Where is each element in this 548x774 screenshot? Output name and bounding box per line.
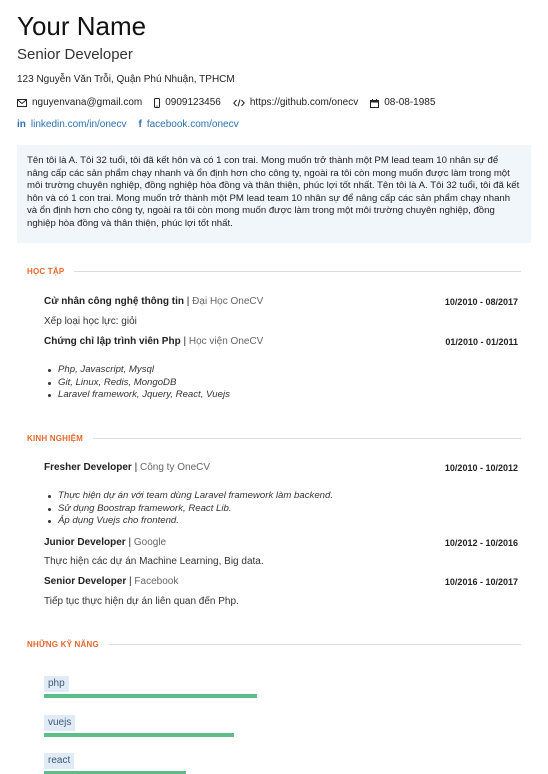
envelope-icon bbox=[17, 99, 27, 107]
skill-name: react bbox=[44, 753, 74, 769]
phone-contact[interactable] bbox=[154, 96, 221, 110]
linkedin-icon: in bbox=[17, 119, 26, 130]
item-description: Tiếp tục thực hiện dự án liên quan đến Php. bbox=[44, 596, 239, 607]
skill-name: vuejs bbox=[44, 715, 75, 731]
item-date: 10/2010 - 10/2012 bbox=[444, 463, 518, 473]
candidate-address: 123 Nguyễn Văn Trỗi, Quận Phú Nhuận, TPHCM bbox=[17, 74, 235, 85]
education-item: Cử nhân công nghệ thông tin | Đại Học OneCV 10/2010 - 08/2017 bbox=[44, 296, 518, 307]
facebook-icon: f bbox=[138, 119, 142, 130]
experience-item: Fresher Developer | Công ty OneCV 10/2010 - 10/2012 bbox=[44, 462, 518, 473]
candidate-role: Senior Developer bbox=[17, 46, 133, 63]
section-title: KINH NGHIỆM bbox=[27, 434, 83, 443]
section-title: NHỮNG KỸ NĂNG bbox=[27, 640, 99, 649]
github-contact[interactable] bbox=[233, 96, 358, 110]
social-links bbox=[17, 118, 537, 132]
linkedin-link[interactable] bbox=[17, 118, 127, 132]
skill-name: php bbox=[44, 676, 69, 692]
item-date: 10/2016 - 10/2017 bbox=[444, 577, 518, 587]
item-date: 10/2012 - 10/2016 bbox=[444, 538, 518, 548]
bullet-item: Php, Javascript, Mysql bbox=[58, 364, 230, 377]
item-bullets bbox=[58, 490, 333, 528]
section-divider bbox=[109, 644, 521, 645]
item-title: Fresher Developer bbox=[44, 462, 132, 473]
summary-text: Tên tôi là A. Tôi 32 tuổi, tôi đã kết hôn và có 1 con trai. Mong muốn trở thành một PM lead team 10 nhân sự để nâng cấp các sản phẩm chạy nhanh và ổn định hơn cho công ty, ngoài ra tôi còn mong muốn được làm trong một môi trường chuyên nghiệp, đồng nghiệp hòa đồng và thân thiện, phúc lợi tốt nhất. Tên tôi là A. Tôi 32 tuổi, tôi đã kết hôn và có 1 con trai. Mong muốn trở thành một PM lead team 10 nhân sự để nâng cấp các sản phẩm chạy nhanh và ổn định hơn cho công ty, ngoài ra tôi còn mong muốn được làm trong một môi trường chuyên nghiệp, đồng nghiệp hòa đồng và thân thiện, phúc lợi tốt nhất. bbox=[27, 155, 520, 229]
calendar-icon bbox=[370, 99, 379, 108]
skills-section-header bbox=[27, 640, 521, 649]
summary-box bbox=[17, 145, 531, 243]
bullet-item: Áp dụng Vuejs cho frontend. bbox=[58, 515, 333, 528]
email-contact[interactable] bbox=[17, 96, 142, 110]
item-description: Thực hiện các dự án Machine Learning, Big data. bbox=[44, 556, 264, 567]
item-title: Cử nhân công nghệ thông tin bbox=[44, 296, 184, 307]
item-org: Facebook bbox=[134, 576, 179, 587]
item-org: Google bbox=[133, 537, 167, 548]
item-date: 01/2010 - 01/2011 bbox=[445, 337, 518, 347]
item-date: 10/2010 - 08/2017 bbox=[444, 297, 518, 307]
section-divider bbox=[74, 271, 521, 272]
linkedin-text: linkedin.com/in/onecv bbox=[30, 119, 127, 130]
education-section-header bbox=[27, 267, 521, 276]
item-org: Học viện OneCV bbox=[188, 336, 264, 347]
facebook-link[interactable] bbox=[139, 118, 239, 132]
experience-item: Senior Developer | Facebook 10/2016 - 10/2017 bbox=[44, 576, 518, 587]
skill-level-bar bbox=[44, 733, 234, 737]
item-org: Đại Học OneCV bbox=[192, 296, 264, 307]
section-title: HỌC TẬP bbox=[27, 267, 65, 276]
education-item: Chứng chỉ lập trình viên Php | Học viện OneCV 01/2010 - 01/2011 bbox=[44, 336, 518, 347]
dob-contact bbox=[370, 96, 435, 110]
skill-level-bar bbox=[44, 694, 257, 698]
bullet-item: Thực hiện dự án với team dùng Laravel framework làm backend. bbox=[58, 490, 333, 501]
phone-text: 0909123456 bbox=[165, 97, 221, 108]
dob-text: 08-08-1985 bbox=[384, 97, 436, 108]
cv-header bbox=[17, 10, 537, 132]
facebook-text: facebook.com/onecv bbox=[146, 119, 239, 130]
item-bullets bbox=[58, 364, 230, 402]
mobile-phone-icon bbox=[154, 98, 160, 108]
skill-item bbox=[44, 673, 257, 698]
item-title: Junior Developer bbox=[44, 537, 126, 548]
item-title: Chứng chỉ lập trình viên Php bbox=[44, 336, 181, 347]
email-text: nguyenvana@gmail.com bbox=[32, 97, 143, 108]
item-org: Công ty OneCV bbox=[139, 462, 211, 473]
bullet-item: Git, Linux, Redis, MongoDB bbox=[58, 377, 230, 390]
item-title: Senior Developer bbox=[44, 576, 127, 587]
bullet-item: Sử dụng Boostrap framework, React Lib. bbox=[58, 503, 333, 516]
experience-item: Junior Developer | Google 10/2012 - 10/2016 bbox=[44, 537, 518, 548]
bullet-item: Laravel framework, Jquery, React, Vuejs bbox=[58, 389, 230, 401]
github-text: https://github.com/onecv bbox=[249, 97, 359, 108]
code-icon bbox=[233, 99, 245, 107]
item-description: Xếp loại học lực: giỏi bbox=[44, 316, 137, 327]
section-divider bbox=[93, 438, 521, 439]
candidate-name: Your Name bbox=[17, 11, 147, 41]
skill-item bbox=[44, 750, 186, 774]
contact-row bbox=[17, 96, 537, 110]
experience-section-header bbox=[27, 434, 521, 443]
skill-item bbox=[44, 712, 234, 737]
